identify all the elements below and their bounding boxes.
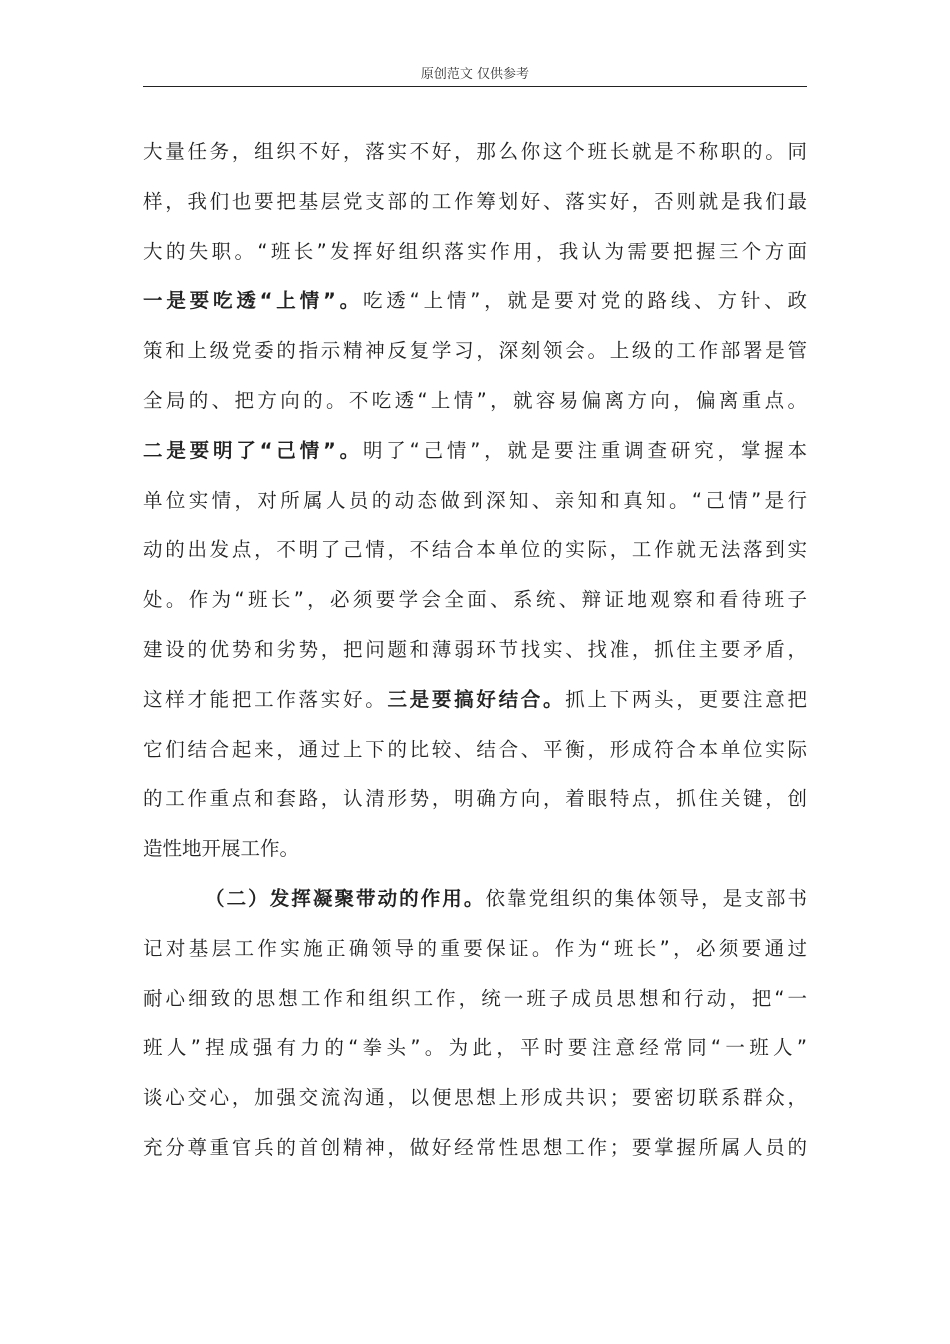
header-divider xyxy=(143,86,807,87)
text-line: 谈心交心，加强交流沟通，以便思想上形成共识；要密切联系群众， xyxy=(143,1086,807,1110)
bold-heading-third-point: 三是要搞好结合。 xyxy=(387,687,566,711)
text-line: 大量任务，组织不好，落实不好，那么你这个班长就是不称职的。同 xyxy=(143,140,807,163)
bold-section-heading: （二）发挥凝聚带动的作用。 xyxy=(205,886,486,910)
text-line: 全局的、把方向的。不吃透“上情”，就容易偏离方向，偏离重点。 xyxy=(143,388,807,412)
text-line: （二）发挥凝聚带动的作用。依靠党组织的集体领导，是支部书 xyxy=(205,886,807,910)
text-line: 二是要明了“己情”。明了“己情”，就是要注重调查研究，掌握本 xyxy=(143,438,807,462)
text-line: 策和上级党委的指示精神反复学习，深刻领会。上级的工作部署是管 xyxy=(143,339,807,363)
text-line: 这样才能把工作落实好。三是要搞好结合。抓上下两头，更要注意把 xyxy=(143,687,807,711)
text-line: 单位实情，对所属人员的动态做到深知、亲知和真知。“己情”是行 xyxy=(143,488,807,512)
text-line: 充分尊重官兵的首创精神，做好经常性思想工作；要掌握所属人员的 xyxy=(143,1135,807,1159)
text-line: 的工作重点和套路，认清形势，明确方向，着眼特点，抓住关键，创 xyxy=(143,787,807,811)
text-line: 班人”捏成强有力的“拳头”。为此，平时要注意经常同“一班人” xyxy=(143,1036,807,1060)
text-line: 样，我们也要把基层党支部的工作筹划好、落实好，否则就是我们最 xyxy=(143,189,807,213)
text-line: 一是要吃透“上情”。吃透“上情”，就是要对党的路线、方针、政 xyxy=(143,289,807,313)
text-line: 记对基层工作实施正确领导的重要保证。作为“班长”，必须要通过 xyxy=(143,936,807,960)
document-body xyxy=(143,127,807,1173)
bold-heading-second-point: 二是要明了“己情”。 xyxy=(143,438,363,462)
text-line: 建设的优势和劣势，把问题和薄弱环节找实、找准，抓住主要矛盾， xyxy=(143,637,807,661)
text-line: 耐心细致的思想工作和组织工作，统一班子成员思想和行动，把“一 xyxy=(143,986,807,1010)
text-line: 造性地开展工作。 xyxy=(143,837,300,861)
page-header: 原创范文 仅供参考 xyxy=(420,67,530,82)
text-line: 动的出发点，不明了己情，不结合本单位的实际，工作就无法落到实 xyxy=(143,538,807,562)
bold-heading-first-point: 一是要吃透“上情”。 xyxy=(143,289,363,313)
text-line: 它们结合起来，通过上下的比较、结合、平衡，形成符合本单位实际 xyxy=(143,737,807,761)
text-line: 处。作为“班长”，必须要学会全面、系统、辩证地观察和看待班子 xyxy=(143,588,807,612)
text-line: 大的失职。“班长”发挥好组织落实作用，我认为需要把握三个方面 xyxy=(143,239,807,263)
